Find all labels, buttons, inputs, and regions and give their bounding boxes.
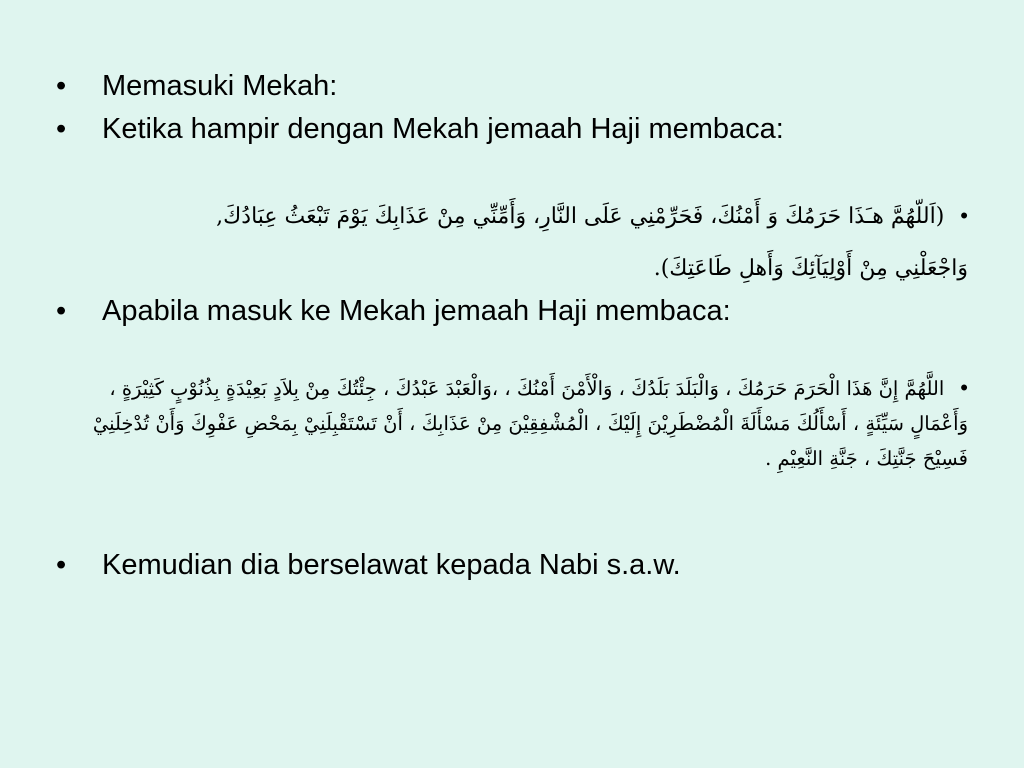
bullet-icon: • — [56, 70, 67, 102]
bullet-item-kemudian-berselawat — [56, 548, 681, 582]
bullet-item-memasuki-mekah — [56, 69, 337, 103]
arabic-prayer-entering-mecca — [88, 370, 968, 476]
bullet-text: Ketika hampir dengan Mekah jemaah Haji membaca: — [102, 113, 784, 145]
arabic-prayer-entering-mecca-vicinity — [188, 190, 968, 295]
bullet-icon: • — [960, 375, 968, 400]
bullet-icon: • — [960, 203, 968, 228]
bullet-text: Kemudian dia berselawat kepada Nabi s.a.w. — [102, 549, 681, 581]
bullet-text: Memasuki Mekah: — [102, 70, 338, 102]
bullet-icon: • — [56, 549, 67, 581]
arabic-prayer-text: اللَّهُمَّ إِنَّ هَذَا الْحَرَمَ حَرَمُكَ ، وَالْبَلَدَ بَلَدُكَ ، وَالْأَمْنَ أَمْنُكَ ، ،وَالْعَبْدَ عَبْدُكَ ، جِئْتُكَ مِنْ بِلاَدٍ بَعِيْدَةٍ بِذُنُوْبٍ كَثِيْرَةٍ ، وَأَعْمَالٍ سَيِّئَةٍ ، أَسْأَلُكَ مَسْأَلَةَ الْمُضْطَرِيْنَ إِلَيْكَ ، الْمُشْفِقِيْنَ مِنْ عَذَابِكَ ، أَنْ تَسْتَقْبِلَنِيْ بِمَحْضِ عَفْوِكَ وَأَنْ تُدْخِلَنِيْ فَسِيْحَ جَنَّتِكَ ، جَنَّةِ النَّعِيْمِ . — [92, 377, 968, 470]
bullet-icon: • — [56, 295, 67, 327]
arabic-prayer-text: (اَللّهُمَّ هـَذَا حَرَمُكَ وَ أَمْنُكَ، فَحَرِّمْنِي عَلَى النَّارِ، وَأَمِّنِّي مِنْ عَذَابِكَ يَوْمَ تَبْعَثُ عِبَادُكَ, وَاجْعَلْنِي مِنْ أَوْلِيَآئِكَ وَأَهلِ طَاعَتِكَ). — [216, 204, 968, 281]
bullet-icon: • — [56, 113, 67, 145]
bullet-item-apabila-masuk — [56, 294, 731, 328]
bullet-text: Apabila masuk ke Mekah jemaah Haji membaca: — [102, 295, 731, 327]
bullet-item-ketika-hampir — [56, 112, 784, 146]
